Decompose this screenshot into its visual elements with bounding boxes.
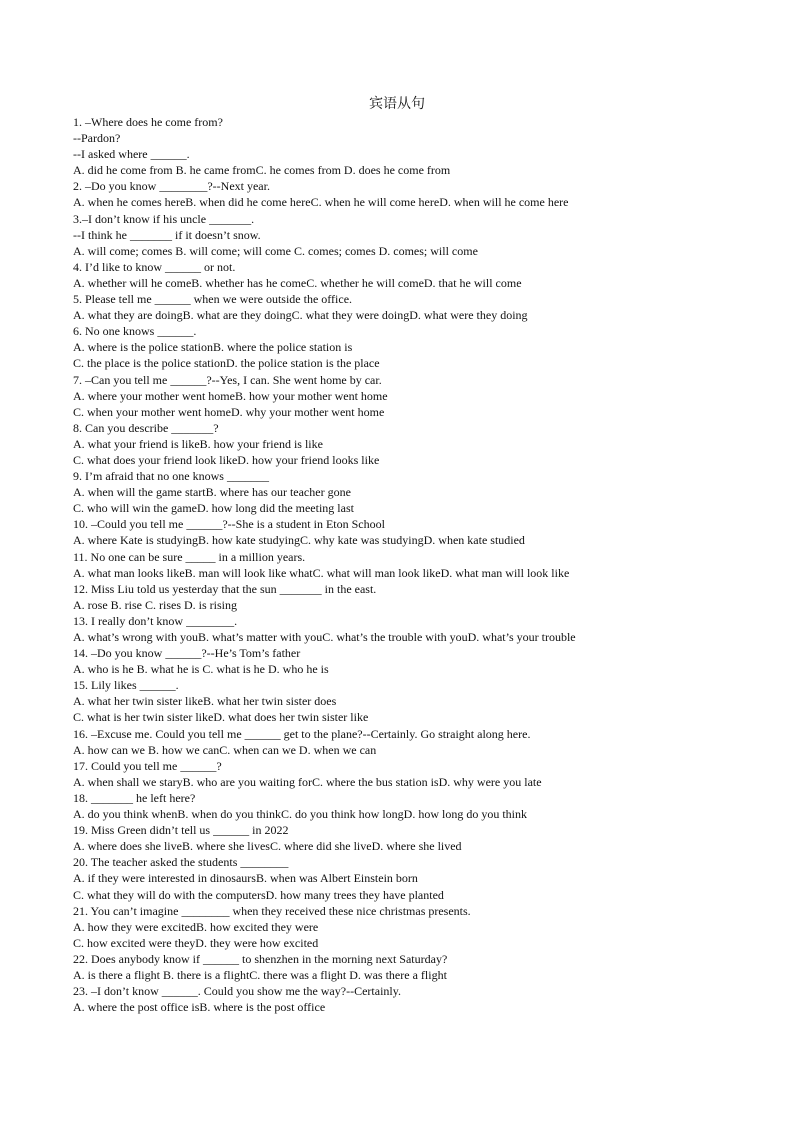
text-line: A. what’s wrong with youB. what’s matter with youC. what’s the trouble with youD. what’s your trouble <box>73 630 576 644</box>
text-line: A. where is the police stationB. where the police station is <box>73 340 353 355</box>
text-line: A. is there a flight B. there is a flightC. there was a flight D. was there a flight <box>73 967 447 982</box>
text-line: 20. The teacher asked the students ________ <box>73 855 289 870</box>
text-line: A. what your friend is likeB. how your friend is like <box>73 436 323 451</box>
text-line: A. what her twin sister likeB. what her twin sister does <box>73 694 337 709</box>
text-line: A. will come; comes B. will come; will come C. comes; comes D. comes; will come <box>73 243 478 258</box>
text-line: 7. –Can you tell me ______?--Yes, I can. She went home by car. <box>73 372 382 387</box>
text-line: 17. Could you tell me ______? <box>73 758 222 773</box>
text-line: A. who is he B. what he is C. what is he D. who he is <box>73 662 329 677</box>
text-line: A. how they were excitedB. how excited they were <box>73 919 319 934</box>
text-line: 13. I really don’t know ________. <box>73 613 238 628</box>
question-list <box>73 114 773 1015</box>
text-line: 14. –Do you know ______?--He’s Tom’s father <box>73 646 301 661</box>
text-line: 5. Please tell me ______ when we were outside the office. <box>73 292 353 307</box>
text-line: 21. You can’t imagine ________ when they received these nice christmas presents. <box>73 903 471 918</box>
text-line: 12. Miss Liu told us yesterday that the sun _______ in the east. <box>73 581 377 596</box>
text-line: A. where does she liveB. where she livesC. where did she liveD. where she lived <box>73 839 462 854</box>
text-line: A. whether will he comeB. whether has he comeC. whether he will comeD. that he will come <box>73 275 522 290</box>
text-line: 1. –Where does he come from? <box>73 115 223 129</box>
text-line: --I think he _______ if it doesn’t snow. <box>73 227 261 242</box>
text-line: --I asked where ______. <box>73 147 190 162</box>
text-line: 2. –Do you know ________?--Next year. <box>73 179 270 194</box>
text-line: A. when he comes hereB. when did he come hereC. when he will come hereD. when will he come here <box>73 195 569 210</box>
text-line: 18. _______ he left here? <box>73 790 196 805</box>
text-line: C. the place is the police stationD. the police station is the place <box>73 356 380 371</box>
text-line: A. rose B. rise C. rises D. is rising <box>73 597 237 612</box>
text-line: 23. –I don’t know ______. Could you show me the way?--Certainly. <box>73 984 401 999</box>
text-line: C. what they will do with the computersD. how many trees they have planted <box>73 887 444 902</box>
text-line: A. when shall we staryB. who are you waiting forC. where the bus station isD. why were you late <box>73 774 542 789</box>
page-title: 宾语从句 <box>369 96 425 112</box>
text-line: 8. Can you describe _______? <box>73 420 219 435</box>
text-line: 4. I’d like to know ______ or not. <box>73 259 236 274</box>
text-line: 16. –Excuse me. Could you tell me ______ get to the plane?--Certainly. Go straight along here. <box>73 726 531 741</box>
text-line: --Pardon? <box>73 131 121 146</box>
text-line: 10. –Could you tell me ______?--She is a student in Eton School <box>73 517 385 532</box>
text-line: C. when your mother went homeD. why your mother went home <box>73 404 385 419</box>
text-line: 3.–I don’t know if his uncle _______. <box>73 211 255 226</box>
text-line: 9. I’m afraid that no one knows _______ <box>73 469 269 484</box>
text-line: A. what they are doingB. what are they doingC. what they were doingD. what were they doing <box>73 308 528 323</box>
text-line: A. what man looks likeB. man will look like whatC. what will man look likeD. what man will look like <box>73 565 570 580</box>
text-line: A. did he come from B. he came fromC. he comes from D. does he come from <box>73 163 451 178</box>
text-line: C. what does your friend look likeD. how your friend looks like <box>73 452 380 467</box>
text-line: C. what is her twin sister likeD. what does her twin sister like <box>73 710 369 725</box>
text-line: 15. Lily likes ______. <box>73 678 179 693</box>
text-line: A. if they were interested in dinosaursB. when was Albert Einstein born <box>73 871 418 886</box>
text-line: 19. Miss Green didn’t tell us ______ in 2022 <box>73 823 289 838</box>
text-line: 6. No one knows ______. <box>73 324 197 339</box>
text-line: A. where your mother went homeB. how your mother went home <box>73 388 388 403</box>
text-line: 11. No one can be sure _____ in a million years. <box>73 549 306 564</box>
text-line: A. do you think whenB. when do you thinkC. do you think how longD. how long do you think <box>73 807 527 822</box>
text-line: A. how can we B. how we canC. when can we D. when we can <box>73 742 377 757</box>
text-line: C. who will win the gameD. how long did the meeting last <box>73 501 354 516</box>
text-line: C. how excited were theyD. they were how excited <box>73 935 319 950</box>
text-line: A. where the post office isB. where is the post office <box>73 1000 326 1015</box>
text-line: A. where Kate is studyingB. how kate studyingC. why kate was studyingD. when kate studied <box>73 533 525 548</box>
text-line: A. when will the game startB. where has our teacher gone <box>73 485 351 500</box>
text-line: 22. Does anybody know if ______ to shenzhen in the morning next Saturday? <box>73 951 448 966</box>
